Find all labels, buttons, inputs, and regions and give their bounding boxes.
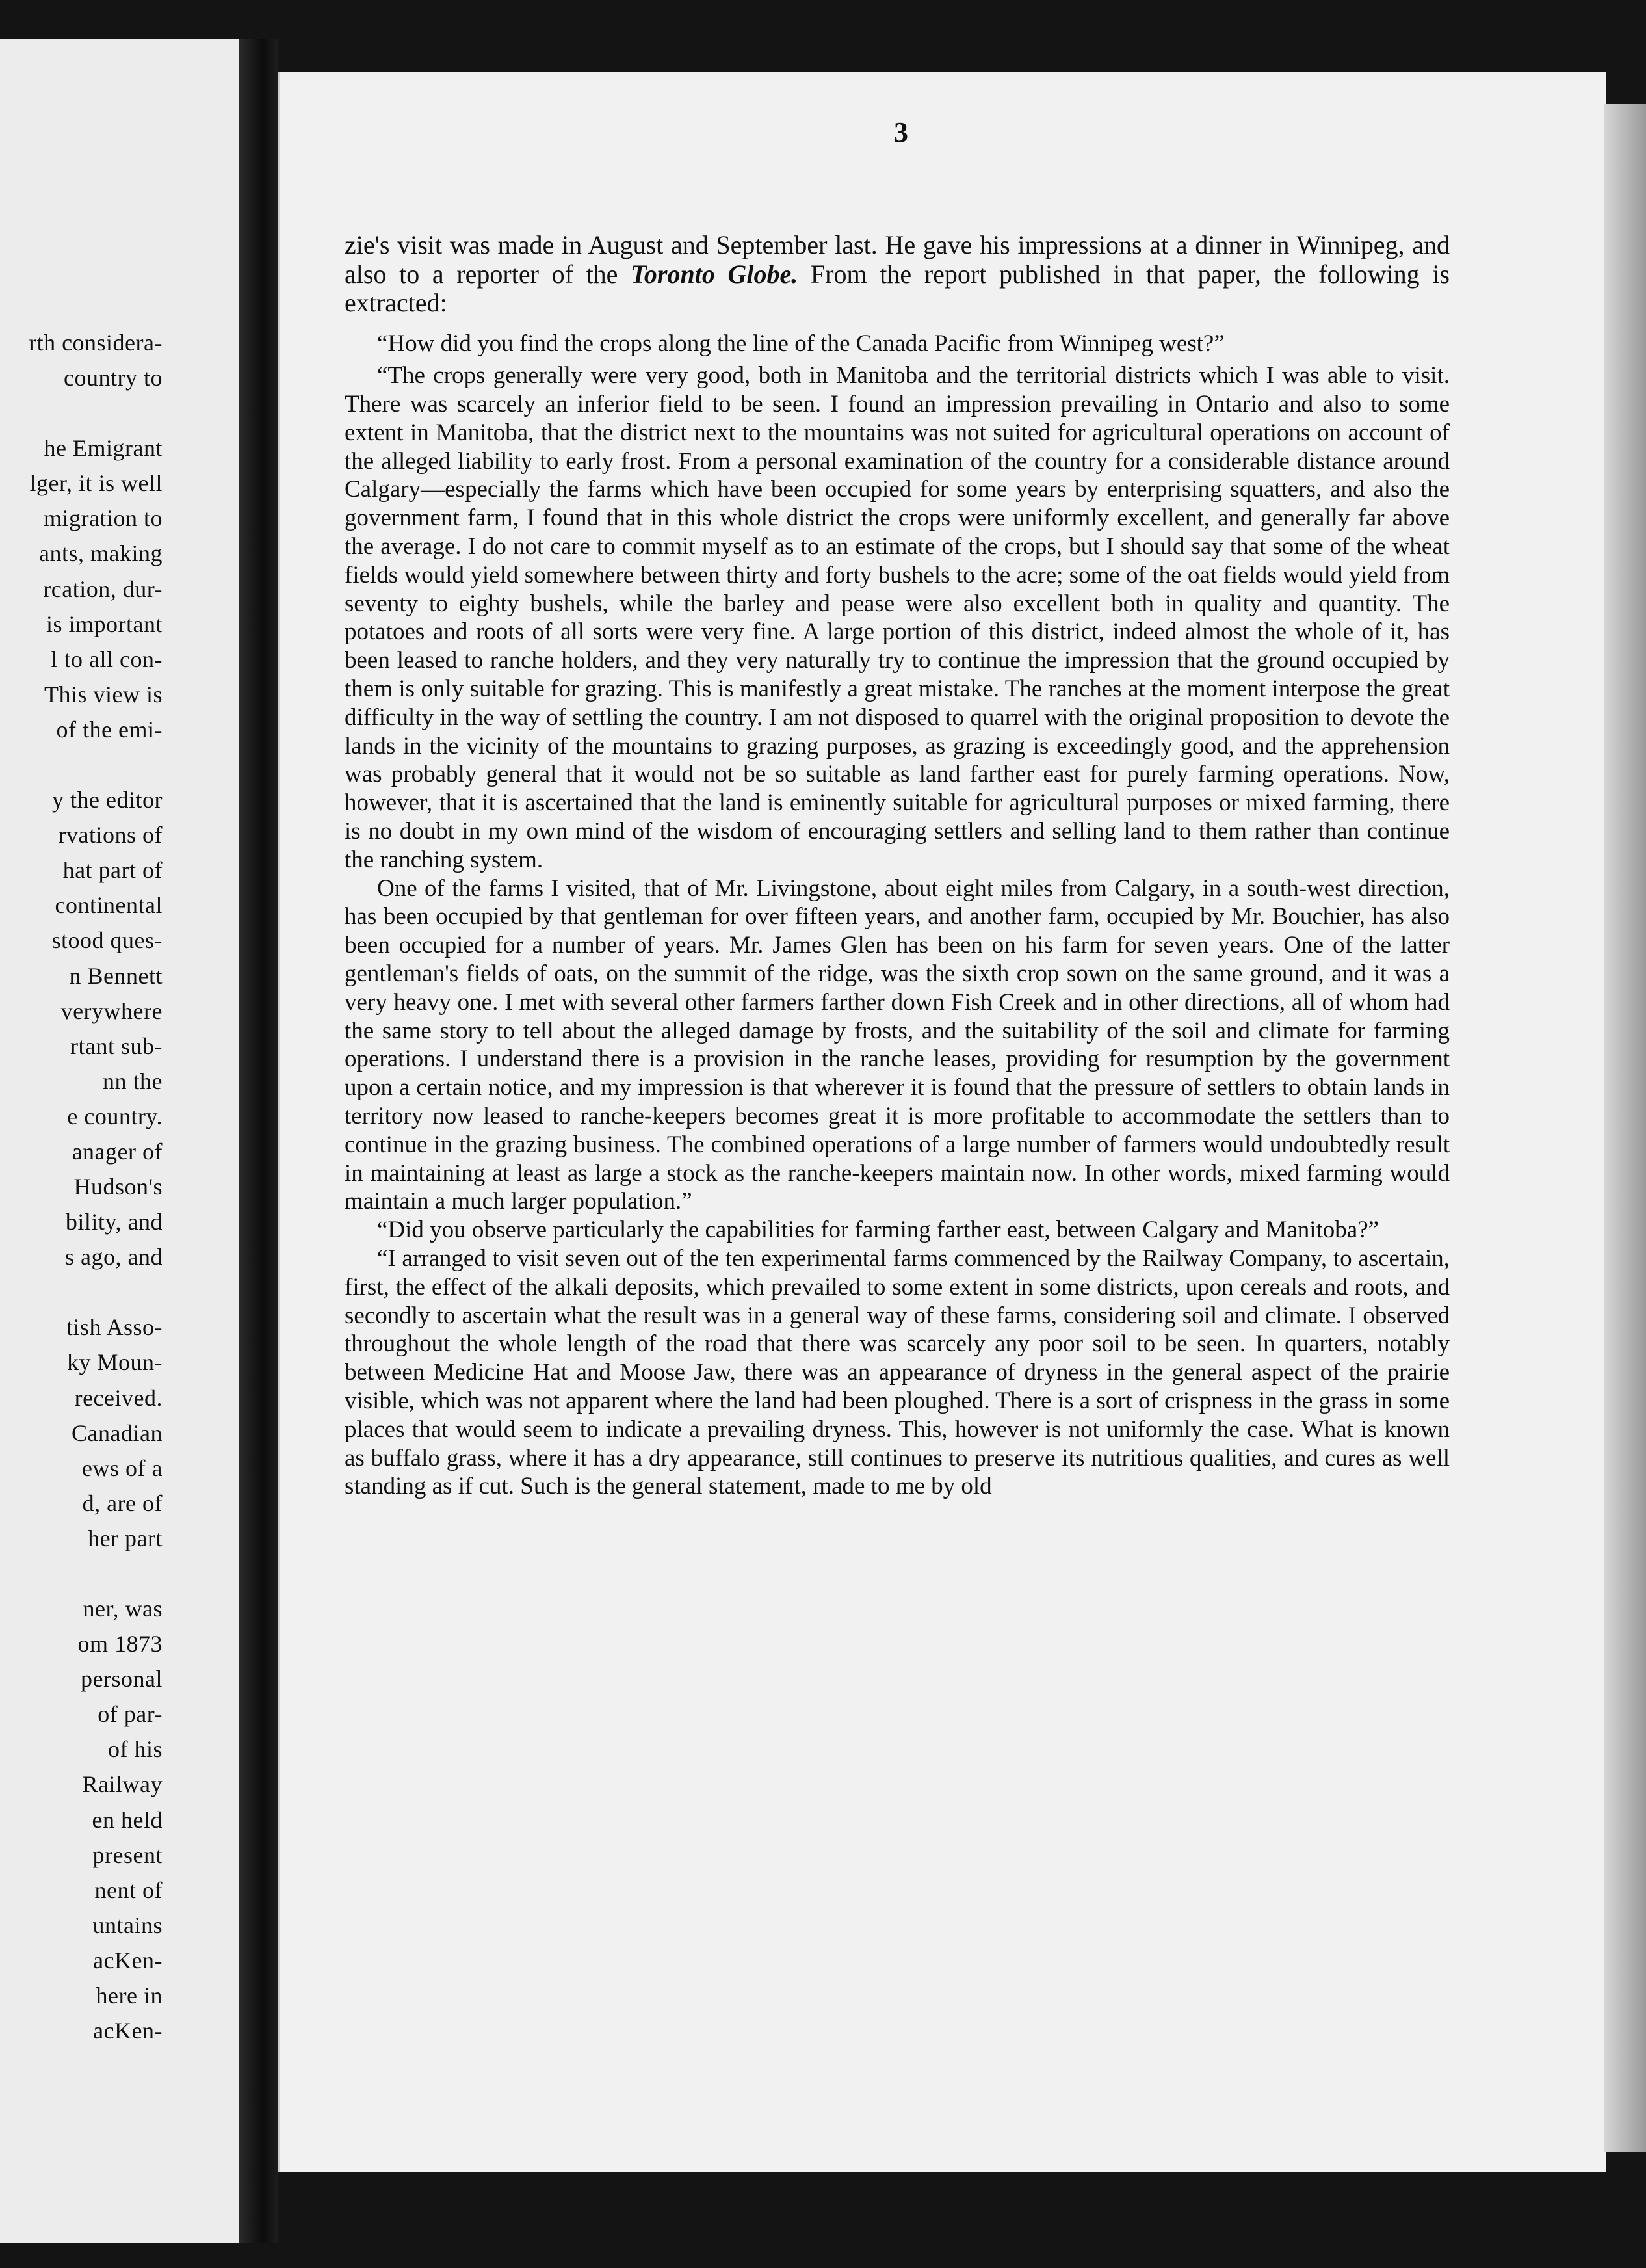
left-page-fragment: s ago, and xyxy=(65,1244,163,1271)
left-page-fragment: acKen- xyxy=(93,2018,163,2044)
left-page-fragment: Railway xyxy=(82,1771,163,1798)
left-page-fragment: nent of xyxy=(94,1877,163,1903)
left-page-fragment xyxy=(0,747,163,782)
left-page-fragment: of the emi- xyxy=(56,716,163,743)
left-page-fragment: rth considera- xyxy=(29,330,163,356)
page-stack-edge xyxy=(1604,104,1646,2152)
left-page-fragment: Canadian xyxy=(72,1419,163,1446)
left-page-fragment: verywhere xyxy=(60,997,163,1024)
left-page-fragment: e country. xyxy=(67,1103,163,1129)
left-page-fragment: tish Asso- xyxy=(66,1314,163,1341)
left-page-fragment: rvations of xyxy=(58,822,163,849)
left-page-fragment: ner, was xyxy=(83,1596,163,1622)
left-page-fragment: present xyxy=(92,1841,163,1868)
question-1: “How did you find the crops along the line of the Canada Pacific from Winnipeg west?” xyxy=(377,330,1225,357)
left-page-fragment: l to all con- xyxy=(51,646,163,672)
left-page-fragment: This view is xyxy=(44,681,163,707)
left-page-fragment xyxy=(0,395,163,430)
left-page-fragment: country to xyxy=(64,365,163,391)
left-page-fragment: personal xyxy=(81,1666,163,1693)
left-page-fragment: migration to xyxy=(44,505,163,532)
article-body xyxy=(345,231,1450,1501)
left-page-fragment: he Emigrant xyxy=(44,435,163,462)
newspaper-name: Toronto Globe. xyxy=(631,259,798,289)
left-page-fragment: d, are of xyxy=(82,1490,163,1516)
answer-1-paragraph-2: One of the farms I visited, that of Mr. Livingstone, about eight miles from Calgary, in a south-west direction, has been occupied by that gentleman for over fifteen years, and another farm, occupied by Mr. Bouchier, has also been occupied for a number of years. Mr. James Glen has been on his farm for seven years. One of the latter gentleman's fields of oats, on the summit of the ridge, was the sixth crop sown on the same ground, and it was a very heavy one. I met with several other farmers farther down Fish Creek and in other directions, all of whom had the same story to tell about the alleged damage by frosts, and the suitability of the soil and climate for farming operations. I understand there is a provision in the ranche leases, providing for resumption by the government upon a certain notice, and my impression is that wherever it is found that the pressure of settlers to obtain lands in territory now leased to ranche-keepers becomes great it is more profitable to accommodate the settlers than to continue in the grazing business. The combined operations of a large number of farmers would undoubtedly result in maintaining at least as large a stock as the ranche-keepers maintain now. In other words, mixed farming would maintain a much larger population.” xyxy=(345,875,1450,1215)
intro-text-before: zie's visit was made in August and September last. He gave his impressions at a dinner in Winnipeg, and also to a reporter of the xyxy=(345,230,1450,289)
left-page-fragment: stood ques- xyxy=(51,927,163,954)
intro-paragraph xyxy=(345,231,1450,318)
answer-2: “I arranged to visit seven out of the ten experimental farms commenced by the Railway Company, to ascertain, first, the effect of the alkali deposits, which prevailed to some extent in some districts, upon cereals and roots, and secondly to ascertain what the result was in a general way of these farms, considering soil and climate. I observed throughout the whole length of the road that there was scarcely any poor soil to be seen. In quarters, notably between Medicine Hat and Moose Jaw, there was an appearance of dryness in the general aspect of the prairie visible, which was not apparent where the land had been ploughed. There is a sort of crispness in the grass in some places that would seem to indicate a prevailing dryness. This, however is not uniformly the case. What is known as buffalo grass, where it has a dry appearance, still continues to preserve its nutritious qualities, and cures as well standing as if cut. Such is the general statement, made to me by old xyxy=(345,1245,1450,1500)
left-page-fragment xyxy=(0,1274,163,1310)
left-page-fragment: ants, making xyxy=(39,540,163,567)
left-page-fragment: nn the xyxy=(103,1068,163,1094)
left-page-fragment: of his xyxy=(108,1736,163,1763)
left-page-fragment: ews of a xyxy=(82,1455,163,1481)
left-page-fragment: continental xyxy=(55,892,163,919)
left-page-fragment xyxy=(0,1556,163,1591)
book-gutter xyxy=(239,39,278,2243)
left-page-fragment: n Bennett xyxy=(69,962,163,989)
left-page-fragment: en held xyxy=(92,1806,163,1833)
left-page-fragment: her part xyxy=(88,1525,163,1551)
left-page-fragment: acKen- xyxy=(93,1947,163,1973)
left-page-fragment: here in xyxy=(96,1983,163,2009)
left-page-fragment: hat part of xyxy=(62,857,163,884)
left-page-fragment: received. xyxy=(74,1384,163,1411)
left-page-fragment: Hudson's xyxy=(73,1174,163,1200)
left-page-fragment: rtant sub- xyxy=(70,1033,163,1059)
left-page-text-fragments xyxy=(0,325,163,2048)
left-page-fragment: lger, it is well xyxy=(29,470,163,497)
answer-1-paragraph-1: “The crops generally were very good, both in Manitoba and the territorial districts which I was able to visit. There was scarcely an inferior field to be seen. I found an impression prevailing in Ontario and also to some extent in Manitoba, that the district next to the mountains was not suited for agricultural operations on account of the alleged liability to early frost. From a personal examination of the country for a considerable distance around Calgary—especially the farms which have been occupied for some years by enterprising squatters, and also the government farm, I found that in this whole district the crops were uniformly excellent, and generally far above the average. I do not care to commit myself as to an estimate of the crops, but I should say that some of the wheat fields would yield somewhere between thirty and forty bushels to the acre; some of the oat fields would yield from seventy to eighty bushels, while the barley and pease were also excellent both in quality and quantity. The potatoes and roots of all sorts were very fine. A large portion of this district, indeed almost the whole of it, has been leased to ranche holders, and they very naturally try to continue the impression that the ground occupied by them is only suitable for grazing. This is manifestly a great mistake. The ranches at the moment interpose the great difficulty in the way of settling the country. I am not disposed to quarrel with the original proposition to devote the lands in the vicinity of the mountains to grazing purposes, as grazing is exceedingly good, and the apprehension was probably general that it would not be so suitable as land farther east for purely farming operations. Now, however, that it is ascertained that the land is eminently suitable for agricultural purposes or mixed farming, there is no doubt in my own mind of the wisdom of encouraging settlers and selling land to them rather than continue the ranching system. xyxy=(345,362,1450,873)
left-page-fragment: bility, and xyxy=(65,1209,163,1235)
left-page-fragment: untains xyxy=(92,1912,163,1938)
left-page-fragment: rcation, dur- xyxy=(43,575,163,602)
page-number: 3 xyxy=(894,116,908,148)
left-page-fragment: of par- xyxy=(98,1701,163,1728)
left-page xyxy=(0,39,239,2243)
left-page-fragment: anager of xyxy=(72,1138,163,1165)
left-page-fragment: om 1873 xyxy=(77,1631,163,1657)
question-2: “Did you observe particularly the capabilities for farming farther east, between Calgary and Manitoba?” xyxy=(377,1217,1379,1244)
left-page-fragment: y the editor xyxy=(52,787,163,813)
left-page-fragment: ky Moun- xyxy=(67,1349,163,1376)
intro-text-after: From the report published in that paper, the following is extracted: xyxy=(345,259,1450,317)
left-page-fragment: is important xyxy=(46,611,163,637)
